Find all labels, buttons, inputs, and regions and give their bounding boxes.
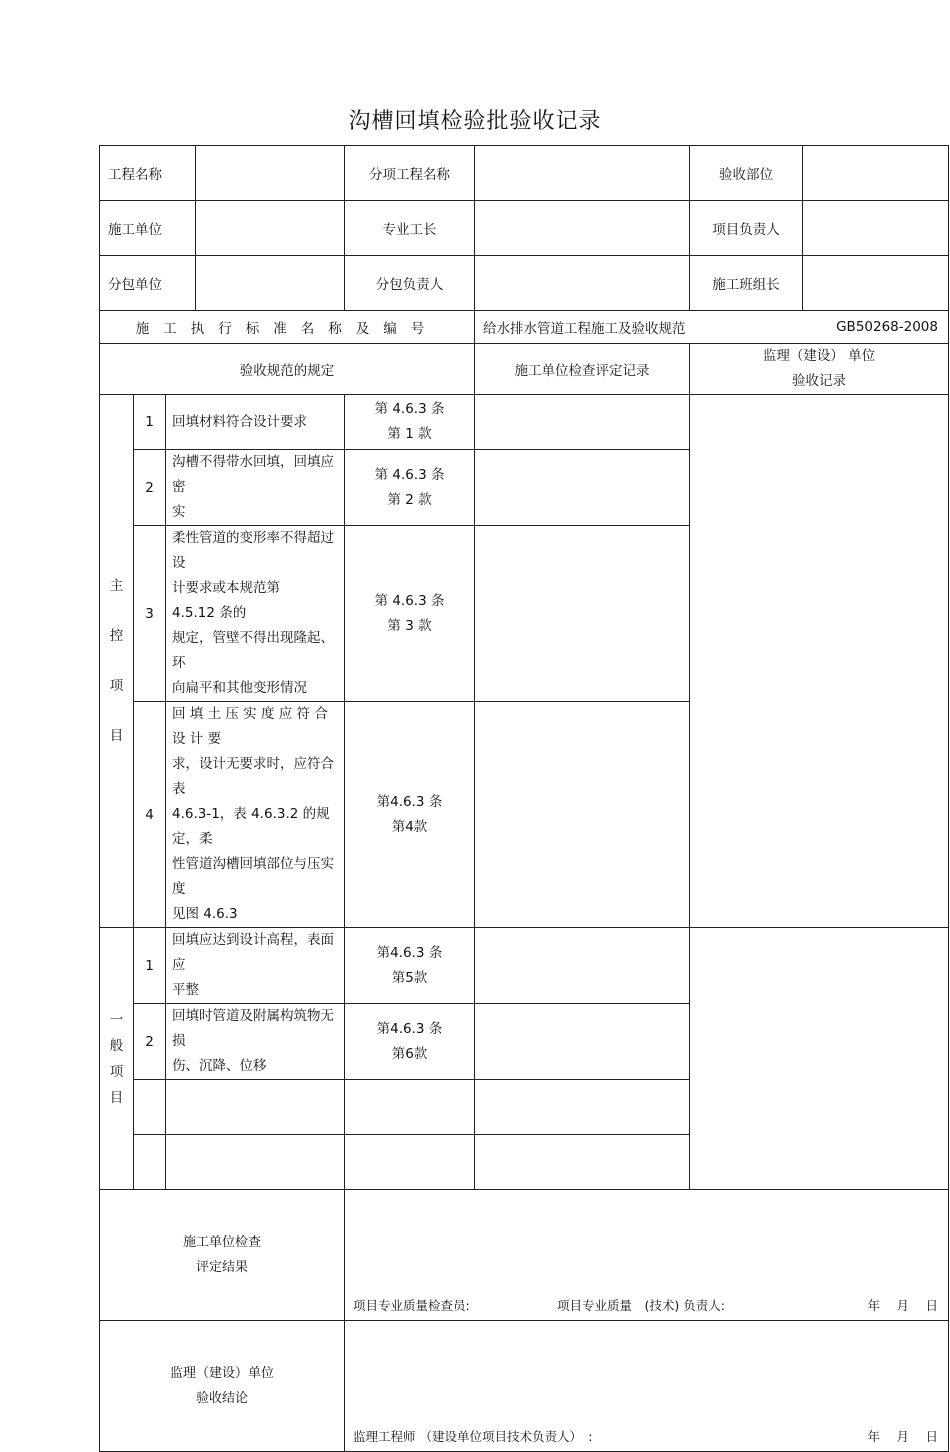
item-requirement (166, 928, 345, 1004)
subcontract-unit-label: 分包单位 (100, 256, 196, 311)
professional-foreman-value[interactable] (475, 201, 690, 256)
item-number: 2 (134, 450, 166, 526)
acceptance-part-label: 验收部位 (690, 146, 803, 201)
clause-line: 第4.6.3 条 (376, 944, 443, 961)
construction-result-row (100, 1190, 949, 1321)
clause-line: 第4.6.3 条 (376, 1020, 443, 1037)
general-char: 一 (109, 1011, 124, 1028)
item-number-empty[interactable] (134, 1080, 166, 1135)
supervision-engineer-signature: 监理工程师 （建设单位项目技术负责人） : (353, 1429, 593, 1444)
construction-result-label (100, 1190, 345, 1321)
supervision-result-label (100, 1321, 345, 1452)
requirement-line: 性管道沟槽回填部位与压实度 (172, 856, 334, 897)
item-requirement-empty[interactable] (166, 1080, 345, 1135)
clause-line: 第 4.6.3 条 (374, 466, 445, 483)
requirement-line: 柔性管道的变形率不得超过设 (172, 530, 334, 571)
check-record-cell[interactable] (475, 526, 690, 702)
check-record-cell[interactable] (475, 450, 690, 526)
requirement-line: 实 (172, 504, 186, 520)
supervision-result-area[interactable] (345, 1321, 949, 1452)
main-control-char: 控 (109, 628, 124, 644)
header-row-2 (100, 201, 949, 256)
item-requirement (166, 395, 345, 450)
item-clause-empty[interactable] (345, 1080, 475, 1135)
requirement-line: 向扁平和其他变形情况 (172, 680, 307, 696)
item-clause-empty[interactable] (345, 1135, 475, 1190)
supervision-header-line-1: 监理（建设） 单位 (762, 348, 876, 364)
clause-line: 第4款 (391, 818, 428, 835)
check-record-column-header: 施工单位检查评定记录 (475, 344, 690, 395)
item-number: 3 (134, 526, 166, 702)
project-name-value[interactable] (196, 146, 345, 201)
main-control-row-1 (100, 395, 949, 450)
column-header-row (100, 344, 949, 395)
page-title: 沟槽回填检验批验收记录 (348, 109, 602, 134)
item-clause (345, 395, 475, 450)
check-record-cell[interactable] (475, 395, 690, 450)
team-leader-label: 施工班组长 (690, 256, 803, 311)
requirement-line: 见图 4.6.3 (172, 906, 238, 922)
main-control-label (100, 395, 134, 928)
standard-label: 施工执行标准名称及编号 (100, 311, 475, 344)
general-row-1 (100, 928, 949, 1004)
item-number: 4 (134, 702, 166, 928)
general-char: 项 (109, 1063, 124, 1080)
general-label (100, 928, 134, 1190)
project-name-label: 工程名称 (100, 146, 196, 201)
requirement-line: 回填材料符合设计要求 (172, 413, 307, 430)
tech-manager-signature: 项目专业质量 (技术) 负责人: (557, 1298, 725, 1313)
item-number: 1 (134, 395, 166, 450)
clause-line: 第5款 (391, 969, 428, 986)
item-requirement (166, 1004, 345, 1080)
check-record-cell[interactable] (475, 928, 690, 1004)
requirement-line: 规定，管壁不得出现隆起、环 (172, 630, 334, 671)
subcontract-manager-value[interactable] (475, 256, 690, 311)
supervision-result-date: 年 月 日 (867, 1429, 938, 1444)
acceptance-part-value[interactable] (803, 146, 949, 201)
item-number-empty[interactable] (134, 1135, 166, 1190)
item-clause (345, 702, 475, 928)
item-requirement (166, 450, 345, 526)
item-clause (345, 526, 475, 702)
quality-inspector-signature: 项目专业质量检查员: (353, 1298, 470, 1313)
project-manager-label: 项目负责人 (690, 201, 803, 256)
item-requirement (166, 526, 345, 702)
team-leader-value[interactable] (803, 256, 949, 311)
requirement-line: 求，设计无要求时，应符合表 (172, 756, 334, 797)
supervision-result-label-line: 验收结论 (195, 1391, 248, 1406)
supervision-result-label-line: 监理（建设）单位 (169, 1366, 274, 1381)
clause-line: 第 1 款 (387, 426, 432, 442)
general-char: 般 (109, 1037, 124, 1054)
standard-code: GB50268-2008 (836, 319, 938, 335)
item-clause (345, 450, 475, 526)
standard-name: 给水排水管道工程施工及验收规范 (483, 321, 686, 337)
construction-result-area[interactable] (345, 1190, 949, 1321)
requirement-line: 回填时管道及附属构筑物无损 (172, 1008, 334, 1049)
construction-result-date: 年 月 日 (867, 1298, 938, 1313)
clause-line: 第 4.6.3 条 (374, 592, 445, 609)
check-record-cell[interactable] (475, 1004, 690, 1080)
item-clause (345, 1004, 475, 1080)
general-char: 目 (109, 1089, 124, 1106)
subcontract-manager-label: 分包负责人 (345, 256, 475, 311)
requirement-line: 计要求或本规范第 4.5.12 条的 (172, 580, 298, 621)
project-manager-value[interactable] (803, 201, 949, 256)
check-record-cell[interactable] (475, 1080, 690, 1135)
requirement-line: 4.6.3-1，表 4.6.3.2 的规定，柔 (172, 806, 330, 847)
header-row-3 (100, 256, 949, 311)
check-record-cell[interactable] (475, 1135, 690, 1190)
professional-foreman-label: 专业工长 (345, 201, 475, 256)
requirement-line: 平整 (172, 982, 199, 998)
item-number: 2 (134, 1004, 166, 1080)
main-control-char: 项 (109, 678, 124, 694)
main-control-char: 主 (109, 578, 124, 594)
clause-line: 第 2 款 (387, 491, 432, 508)
sub-project-name-label: 分项工程名称 (345, 146, 475, 201)
supervision-header-line-2: 验收记录 (792, 373, 846, 389)
construction-result-label-line: 施工单位检查 (182, 1235, 261, 1250)
sub-project-name-value[interactable] (475, 146, 690, 201)
clause-line: 第6款 (391, 1045, 428, 1062)
construction-unit-label: 施工单位 (100, 201, 196, 256)
supervision-column-header (690, 344, 949, 395)
standard-value (475, 311, 949, 344)
header-row-1 (100, 146, 949, 201)
requirement-line: 回 填 土 压 实 度 应 符 合 设 计 要 (172, 706, 328, 747)
clause-line: 第 4.6.3 条 (374, 401, 445, 417)
requirement-line: 伤、沉降、位移 (172, 1058, 267, 1074)
main-control-char: 目 (109, 728, 124, 744)
item-requirement (166, 702, 345, 928)
construction-unit-value[interactable] (196, 201, 345, 256)
requirement-line: 回填应达到设计高程，表面应 (172, 932, 334, 973)
standard-row (100, 311, 949, 344)
item-number: 1 (134, 928, 166, 1004)
requirement-line: 沟槽不得带水回填，回填应密 (172, 454, 334, 495)
supervision-result-row (100, 1321, 949, 1452)
clause-line: 第 3 款 (387, 617, 432, 634)
item-clause (345, 928, 475, 1004)
subcontract-unit-value[interactable] (196, 256, 345, 311)
check-record-cell[interactable] (475, 702, 690, 928)
acceptance-record-table (99, 145, 949, 1452)
spec-column-header: 验收规范的规定 (100, 344, 475, 395)
construction-result-label-line: 评定结果 (195, 1260, 248, 1275)
clause-line: 第4.6.3 条 (376, 793, 443, 810)
item-requirement-empty[interactable] (166, 1135, 345, 1190)
supervision-record-cell[interactable] (690, 928, 949, 1190)
supervision-record-cell[interactable] (690, 395, 949, 928)
